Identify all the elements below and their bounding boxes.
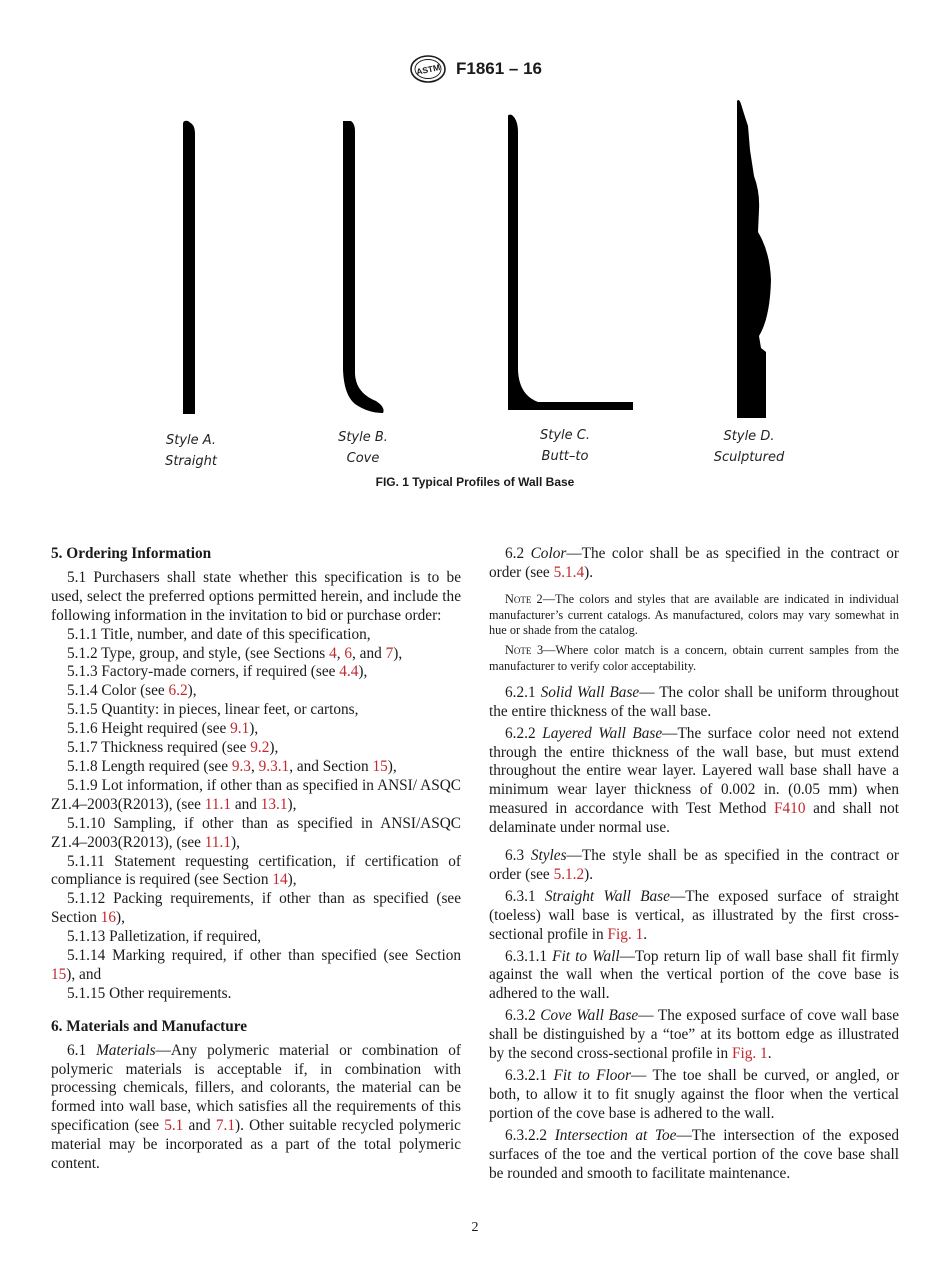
item-5-1-4: 5.1.4 Color (see 6.2), [67, 682, 197, 700]
ref-section-6[interactable]: 6 [344, 644, 353, 662]
item-5-1-12: 5.1.12 Packing requirements, if other than as specified (see Section 16), [51, 890, 461, 927]
right-column [489, 545, 899, 1183]
left-column [51, 545, 461, 1174]
ref-9-3-1[interactable]: 9.3.1 [258, 757, 290, 775]
ref-section-16[interactable]: 16 [100, 909, 117, 927]
item-5-1-1: 5.1.1 Title, number, and date of this specification, [67, 625, 371, 643]
paragraph-6-2-1: 6.2.1 Solid Wall Base— The color shall be uniform throughout the entire thickness of the wall base. [489, 683, 900, 720]
item-5-1-10: 5.1.10 Sampling, if other than as specified in ANSI/ASQC Z1.4–2003(R2013), (see 11.1), [51, 814, 461, 851]
ref-4-4[interactable]: 4.4 [339, 663, 359, 681]
ref-9-2[interactable]: 9.2 [250, 739, 270, 757]
item-5-1-15: 5.1.15 Other requirements. [67, 984, 232, 1002]
label-name-sculptured: Sculptured [713, 450, 785, 465]
item-5-1-11: 5.1.11 Statement requesting certification, if certification of compliance is required (see Section 14), [51, 852, 461, 889]
label-name-cove: Cove [346, 451, 380, 466]
label-name-straight: Straight [165, 454, 217, 469]
section-5-heading: 5. Ordering Information [51, 545, 212, 562]
ref-6-2[interactable]: 6.2 [168, 682, 188, 700]
figure-label-style-a [131, 430, 251, 472]
section-6-heading: 6. Materials and Manufacture [51, 1017, 248, 1035]
item-5-1-2: 5.1.2 Type, group, and style, (see Sections 4, 6, and 7), [67, 644, 403, 662]
astm-logo-icon [408, 54, 448, 84]
paragraph-6-3-1-1: 6.3.1.1 Fit to Wall—Top return lip of wall base shall fit firmly against the wall when the vertical portion of the cove base is adhered to the wall. [489, 947, 899, 1003]
paragraph-6-1: 6.1 Materials—Any polymeric material or combination of polymeric materials is acceptable if, in combination with processing chemicals, fillers, and colorants, the material can be formed into wall base, which satisfies all the requirements of this specification (see 5.1 and 7.1). Other suitable recycled polymeric material may be incorporated as a part of the total polymeric content. [51, 1041, 461, 1173]
figure-label-style-c [505, 425, 625, 467]
ref-section-7[interactable]: 7 [385, 644, 394, 662]
note-3: Note 3—Where color match is a concern, obtain current samples from the manufacturer to verify color acceptability. [489, 643, 899, 673]
ref-section-15[interactable]: 15 [372, 757, 388, 775]
item-5-1-9: 5.1.9 Lot information, if other than as specified in ANSI/ ASQC Z1.4–2003(R2013), (see 11.1 and 13.1), [51, 776, 461, 813]
label-style-a: Style A. [165, 433, 217, 448]
paragraph-6-2: 6.2 Color—The color shall be as specified in the contract or order (see 5.1.4). [489, 545, 899, 581]
ref-11-1-b[interactable]: 11.1 [204, 833, 231, 851]
ref-11-1[interactable]: 11.1 [204, 795, 231, 813]
item-5-1-8: 5.1.8 Length required (see 9.3, 9.3.1, and Section 15), [67, 757, 397, 775]
ref-7-1[interactable]: 7.1 [215, 1117, 235, 1135]
note-2: Note 2—The colors and styles that are available are indicated in individual manufacturer’s current catalogs. As manufactured, colors may vary somewhat in hue or shade from the catalog. [489, 591, 899, 638]
ref-5-1-2[interactable]: 5.1.2 [553, 865, 585, 883]
logo-text: ASTM [415, 62, 441, 77]
ref-section-14[interactable]: 14 [272, 871, 288, 889]
figure-label-style-b [303, 427, 423, 469]
document-id: F1861 – 16 [455, 59, 542, 78]
figure-caption: FIG. 1 Typical Profiles of Wall Base [375, 475, 575, 489]
item-5-1-6: 5.1.6 Height required (see 9.1), [67, 720, 259, 738]
ref-9-1[interactable]: 9.1 [230, 720, 250, 738]
paragraph-6-3-2-1: 6.3.2.1 Fit to Floor— The toe shall be curved, or angled, or both, to allow it to fit snugly against the floor when the vertical portion of the cove base is adhered to the wall. [489, 1067, 899, 1122]
paragraph-5-1: 5.1 Purchasers shall state whether this specification is to be used, select the preferred options permitted herein, and include the following information in the invitation to bid or purchase order: [51, 568, 461, 624]
ref-13-1[interactable]: 13.1 [260, 795, 288, 813]
item-5-1-13: 5.1.13 Palletization, if required, [67, 928, 262, 946]
page-number: 2 [471, 1220, 479, 1235]
profile-c-butt-to [508, 115, 633, 410]
page-header [0, 54, 950, 84]
ref-fig-1[interactable]: Fig. 1 [607, 925, 644, 943]
paragraph-6-3: 6.3 Styles—The style shall be as specified in the contract or order (see 5.1.2). [489, 847, 899, 883]
ref-fig-1-b[interactable]: Fig. 1 [731, 1045, 768, 1063]
paragraph-6-3-2-2: 6.3.2.2 Intersection at Toe—The intersection of the exposed surfaces of the toe and the vertical portion of the cove base shall be rounded and smooth to facilitate maintenance. [489, 1126, 900, 1182]
paragraph-6-2-2: 6.2.2 Layered Wall Base—The surface color need not extend through the entire thickness of the wall base, but must extend throughout the entire wear layer. Layered wall base shall have a minimum wear layer thickness of 0.002 in. (0.05 mm) when measured in accordance with Test Method F410 and shall not delaminate under normal use. [489, 724, 899, 837]
ref-5-1-4[interactable]: 5.1.4 [553, 563, 585, 581]
label-name-butt-to: Butt–to [541, 449, 589, 464]
ref-5-1[interactable]: 5.1 [164, 1117, 184, 1135]
ref-9-3[interactable]: 9.3 [231, 757, 251, 775]
profile-b-cove [343, 121, 384, 413]
profile-a-straight [183, 121, 195, 414]
ref-f410[interactable]: F410 [774, 800, 806, 818]
item-5-1-14: 5.1.14 Marking required, if other than specified (see Section 15), and [51, 947, 461, 983]
ref-section-4[interactable]: 4 [329, 644, 337, 662]
profile-d-sculptured [737, 100, 771, 418]
figure-label-style-d [689, 426, 809, 468]
paragraph-6-3-1: 6.3.1 Straight Wall Base—The exposed surface of straight (toeless) wall base is vertical, as illustrated by the first cross-sectional profile in Fig. 1. [489, 887, 899, 943]
label-style-b: Style B. [338, 430, 388, 445]
paragraph-6-3-2: 6.3.2 Cove Wall Base— The exposed surface of cove wall base shall be distinguished by a “toe” at its bottom edge as illustrated by the second cross-sectional profile in Fig. 1. [489, 1007, 899, 1063]
label-style-c: Style C. [540, 428, 590, 443]
item-5-1-3: 5.1.3 Factory-made corners, if required (see 4.4), [67, 663, 368, 681]
label-style-d: Style D. [723, 429, 775, 444]
ref-section-15-b[interactable]: 15 [51, 965, 67, 983]
wall-base-profiles-figure [0, 90, 950, 480]
item-5-1-7: 5.1.7 Thickness required (see 9.2), [67, 739, 279, 757]
item-5-1-5: 5.1.5 Quantity: in pieces, linear feet, or cartons, [67, 701, 359, 719]
